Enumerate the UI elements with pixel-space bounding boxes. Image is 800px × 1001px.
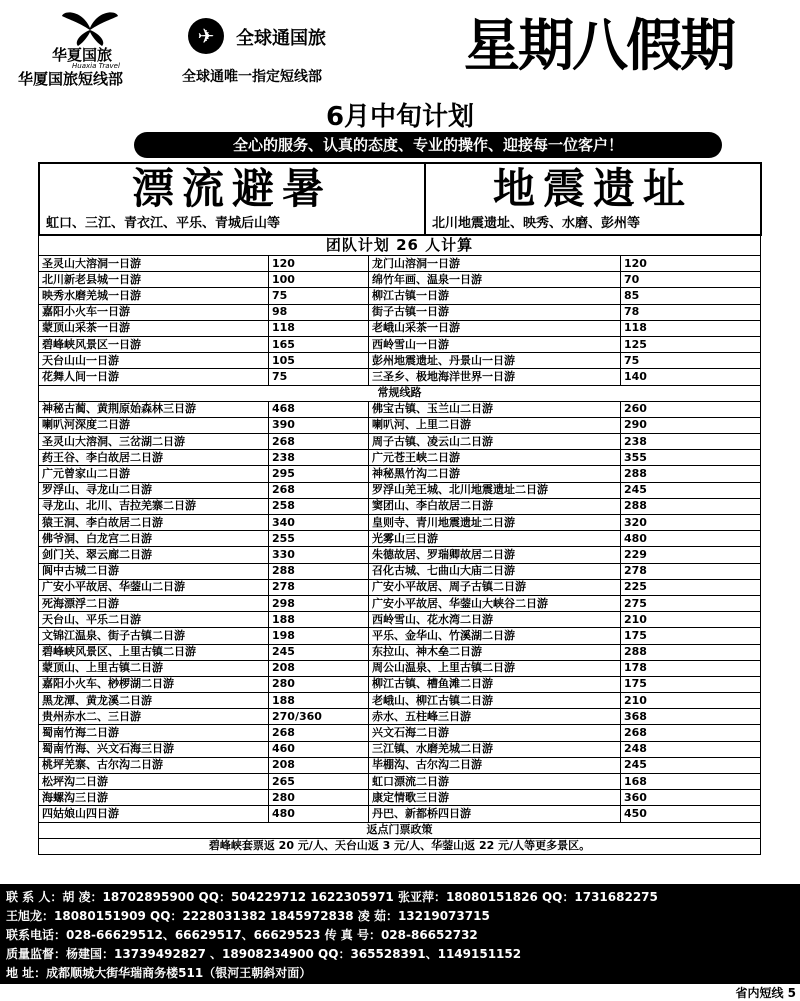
topics-box bbox=[38, 162, 762, 236]
tour-name: 三江镇、水磨羌城二日游 bbox=[369, 741, 621, 757]
tour-price: 255 bbox=[269, 531, 369, 547]
table-row bbox=[39, 369, 761, 385]
table-row bbox=[39, 579, 761, 595]
tour-price: 368 bbox=[621, 709, 761, 725]
tour-name: 广元苍王峡二日游 bbox=[369, 450, 621, 466]
tour-name: 西岭雪山一日游 bbox=[369, 336, 621, 352]
tour-price: 225 bbox=[621, 579, 761, 595]
table-row bbox=[39, 450, 761, 466]
page-title: 星期八假期 bbox=[464, 14, 734, 79]
tour-price: 98 bbox=[269, 304, 369, 320]
tour-name: 罗浮山、寻龙山二日游 bbox=[39, 482, 269, 498]
table-row bbox=[39, 709, 761, 725]
tour-name: 蜀南竹海、兴文石海三日游 bbox=[39, 741, 269, 757]
tour-name: 兴文石海二日游 bbox=[369, 725, 621, 741]
table-row bbox=[39, 482, 761, 498]
table-row bbox=[39, 336, 761, 352]
topic-rafting-title: 漂流避暑 bbox=[131, 164, 332, 213]
section-ticket-policy: 返点门票政策 bbox=[39, 822, 761, 838]
tour-name: 寻龙山、北川、吉拉羌寨二日游 bbox=[39, 498, 269, 514]
tour-name: 贵州赤水二、三日游 bbox=[39, 709, 269, 725]
tour-price-table bbox=[38, 234, 761, 855]
header bbox=[0, 0, 800, 92]
tour-price: 165 bbox=[269, 336, 369, 352]
quanqiutong-logo bbox=[188, 18, 388, 58]
tour-name: 西岭雪山、花水湾二日游 bbox=[369, 612, 621, 628]
brand2-name: 全球通国旅 bbox=[236, 28, 326, 49]
tour-price: 210 bbox=[621, 693, 761, 709]
tour-price: 208 bbox=[269, 757, 369, 773]
tour-name: 四姑娘山四日游 bbox=[39, 806, 269, 822]
tour-name: 花舞人间一日游 bbox=[39, 369, 269, 385]
tour-name: 天台山山一日游 bbox=[39, 353, 269, 369]
tour-name: 文锦江温泉、街子古镇二日游 bbox=[39, 628, 269, 644]
plane-icon: ✈ bbox=[188, 18, 224, 54]
tour-name: 映秀水磨羌城一日游 bbox=[39, 288, 269, 304]
table-row bbox=[39, 644, 761, 660]
brand1-caption: 华厦国旅短线部 bbox=[18, 70, 124, 88]
tour-price: 288 bbox=[621, 498, 761, 514]
tour-name: 北川新老县城一日游 bbox=[39, 272, 269, 288]
table-row bbox=[39, 806, 761, 822]
tour-name: 黑龙潭、黄龙溪二日游 bbox=[39, 693, 269, 709]
tour-name: 阆中古城二日游 bbox=[39, 563, 269, 579]
tour-price: 260 bbox=[621, 401, 761, 417]
tour-price: 120 bbox=[269, 256, 369, 272]
tour-price: 280 bbox=[269, 790, 369, 806]
tour-price: 460 bbox=[269, 741, 369, 757]
tour-price: 355 bbox=[621, 450, 761, 466]
ticket-policy-note: 碧峰峡套票返 20 元/人、天台山返 3 元/人、华蓥山返 22 元/人等更多景区。 bbox=[39, 838, 761, 854]
tour-price: 468 bbox=[269, 401, 369, 417]
tour-price: 208 bbox=[269, 660, 369, 676]
topic-rafting-sub: 虹口、三江、青衣江、平乐、青城后山等 bbox=[46, 216, 281, 231]
brand1-en: Huaxia Travel bbox=[72, 62, 120, 70]
tour-name: 广安小平故居、华蓥山大峡谷二日游 bbox=[369, 595, 621, 611]
tour-name: 死海漂浮二日游 bbox=[39, 595, 269, 611]
table-row bbox=[39, 547, 761, 563]
tour-name: 街子古镇一日游 bbox=[369, 304, 621, 320]
tour-name: 平乐、金华山、竹溪湖二日游 bbox=[369, 628, 621, 644]
table-row bbox=[39, 676, 761, 692]
tour-name: 蒙顶山采茶一日游 bbox=[39, 320, 269, 336]
table-row bbox=[39, 466, 761, 482]
tour-price: 118 bbox=[621, 320, 761, 336]
table-row bbox=[39, 434, 761, 450]
tour-price: 288 bbox=[621, 644, 761, 660]
tour-price: 175 bbox=[621, 676, 761, 692]
tour-name: 桃坪羌寨、古尔沟二日游 bbox=[39, 757, 269, 773]
tour-name: 碧峰峡风景区一日游 bbox=[39, 336, 269, 352]
tour-price: 288 bbox=[269, 563, 369, 579]
tour-price: 175 bbox=[621, 628, 761, 644]
tour-price: 268 bbox=[621, 725, 761, 741]
tour-price: 120 bbox=[621, 256, 761, 272]
tour-price: 295 bbox=[269, 466, 369, 482]
slogan-banner: 全心的服务、认真的态度、专业的操作、迎接每一位客户！ bbox=[134, 132, 722, 158]
tour-name: 药王谷、李白故居二日游 bbox=[39, 450, 269, 466]
tour-price: 125 bbox=[621, 336, 761, 352]
tour-price: 178 bbox=[621, 660, 761, 676]
table-row bbox=[39, 563, 761, 579]
butterfly-icon bbox=[60, 8, 120, 48]
table-header: 团队计划 26 人计算 bbox=[39, 235, 761, 256]
tour-price: 248 bbox=[621, 741, 761, 757]
tour-price: 168 bbox=[621, 774, 761, 790]
tour-name: 碧峰峡风景区、上里古镇二日游 bbox=[39, 644, 269, 660]
tour-name: 赤水、五柱峰三日游 bbox=[369, 709, 621, 725]
contact-line-3: 联系电话：028-66629512、66629517、66629523 传 真 号：028-86652732 bbox=[6, 928, 478, 942]
table-row bbox=[39, 531, 761, 547]
table-row bbox=[39, 401, 761, 417]
plan-subtitle: 6月中旬计划 bbox=[325, 102, 475, 132]
ticket-policy-note-row bbox=[39, 838, 761, 854]
tour-price: 280 bbox=[269, 676, 369, 692]
tour-name: 柳江古镇一日游 bbox=[369, 288, 621, 304]
section-regular-routes: 常规线路 bbox=[39, 385, 761, 401]
contact-line-1: 联 系 人：胡 凌：18702895900 QQ：504229712 1622305971 张亚萍：18080151826 QQ：1731682275 bbox=[6, 890, 658, 904]
tour-price: 390 bbox=[269, 417, 369, 433]
topic-earthquake bbox=[426, 164, 760, 234]
topic-rafting bbox=[40, 164, 426, 234]
tour-name: 周子古镇、凌云山二日游 bbox=[369, 434, 621, 450]
table-row bbox=[39, 256, 761, 272]
table-row bbox=[39, 774, 761, 790]
tour-name: 松坪沟二日游 bbox=[39, 774, 269, 790]
tour-name: 虹口漂流二日游 bbox=[369, 774, 621, 790]
tour-name: 嘉阳小火车、桫椤湖二日游 bbox=[39, 676, 269, 692]
tour-name: 康定情歌三日游 bbox=[369, 790, 621, 806]
tour-price: 78 bbox=[621, 304, 761, 320]
tour-price: 268 bbox=[269, 482, 369, 498]
contact-line-2: 王旭龙：18080151909 QQ：2228031382 1845972838 凌 茹：13219073715 bbox=[6, 909, 490, 923]
tour-name: 彭州地震遗址、丹景山一日游 bbox=[369, 353, 621, 369]
tour-name: 老峨山采茶一日游 bbox=[369, 320, 621, 336]
tour-name: 毕棚沟、古尔沟二日游 bbox=[369, 757, 621, 773]
section-regular-routes-row bbox=[39, 385, 761, 401]
tour-name: 蒙顶山、上里古镇二日游 bbox=[39, 660, 269, 676]
tour-name: 神秘古蔺、黄荆原始森林三日游 bbox=[39, 401, 269, 417]
contact-block bbox=[0, 884, 800, 984]
tour-price: 238 bbox=[269, 450, 369, 466]
tour-price: 270/360 bbox=[269, 709, 369, 725]
tour-name: 猿王洞、李白故居二日游 bbox=[39, 515, 269, 531]
tour-name: 喇叭河深度二日游 bbox=[39, 417, 269, 433]
tour-name: 光雾山三日游 bbox=[369, 531, 621, 547]
tour-name: 龙门山溶洞一日游 bbox=[369, 256, 621, 272]
tour-price: 265 bbox=[269, 774, 369, 790]
table-row bbox=[39, 304, 761, 320]
contact-line-5: 地 址：成都顺城大街华瑞商务楼511（银河王朝斜对面） bbox=[6, 966, 312, 980]
tour-price: 100 bbox=[269, 272, 369, 288]
tour-name: 罗浮山羌王城、北川地震遗址二日游 bbox=[369, 482, 621, 498]
table-row bbox=[39, 272, 761, 288]
tour-price: 229 bbox=[621, 547, 761, 563]
tour-name: 广元曾家山二日游 bbox=[39, 466, 269, 482]
tour-price: 298 bbox=[269, 595, 369, 611]
tour-price: 75 bbox=[269, 288, 369, 304]
tour-price: 75 bbox=[269, 369, 369, 385]
tour-name: 广安小平故居、周子古镇二日游 bbox=[369, 579, 621, 595]
tour-name: 老峨山、柳江古镇二日游 bbox=[369, 693, 621, 709]
tour-price: 340 bbox=[269, 515, 369, 531]
tour-price: 480 bbox=[269, 806, 369, 822]
tour-name: 蜀南竹海二日游 bbox=[39, 725, 269, 741]
table-row bbox=[39, 320, 761, 336]
tour-name: 广安小平故居、华蓥山二日游 bbox=[39, 579, 269, 595]
tour-name: 窦团山、李白故居二日游 bbox=[369, 498, 621, 514]
tour-price: 188 bbox=[269, 612, 369, 628]
tour-name: 绵竹年画、温泉一日游 bbox=[369, 272, 621, 288]
tour-price: 275 bbox=[621, 595, 761, 611]
tour-name: 神秘黑竹沟二日游 bbox=[369, 466, 621, 482]
table-row bbox=[39, 595, 761, 611]
table-row bbox=[39, 660, 761, 676]
tour-name: 天台山、平乐二日游 bbox=[39, 612, 269, 628]
tour-price: 360 bbox=[621, 790, 761, 806]
table-row bbox=[39, 353, 761, 369]
tour-name: 召化古城、七曲山大庙二日游 bbox=[369, 563, 621, 579]
tour-price: 70 bbox=[621, 272, 761, 288]
tour-name: 皇则寺、青川地震遗址二日游 bbox=[369, 515, 621, 531]
table-row bbox=[39, 288, 761, 304]
tour-price: 245 bbox=[621, 482, 761, 498]
section-ticket-policy-row bbox=[39, 822, 761, 838]
tour-price: 210 bbox=[621, 612, 761, 628]
topic-earthquake-sub: 北川地震遗址、映秀、水磨、彭州等 bbox=[432, 216, 641, 231]
tour-name: 佛爷洞、白龙宫二日游 bbox=[39, 531, 269, 547]
tour-price: 238 bbox=[621, 434, 761, 450]
topic-earthquake-title: 地震遗址 bbox=[492, 164, 693, 213]
tour-price: 278 bbox=[269, 579, 369, 595]
tour-price: 320 bbox=[621, 515, 761, 531]
tour-name: 朱德故居、罗瑞卿故居二日游 bbox=[369, 547, 621, 563]
table-row bbox=[39, 757, 761, 773]
tour-price: 140 bbox=[621, 369, 761, 385]
tour-name: 三圣乡、极地海洋世界一日游 bbox=[369, 369, 621, 385]
tour-name: 东拉山、神木垒二日游 bbox=[369, 644, 621, 660]
tour-price: 450 bbox=[621, 806, 761, 822]
tour-price: 75 bbox=[621, 353, 761, 369]
tour-price: 268 bbox=[269, 725, 369, 741]
tour-price: 258 bbox=[269, 498, 369, 514]
table-row bbox=[39, 417, 761, 433]
table-row bbox=[39, 693, 761, 709]
tour-price: 268 bbox=[269, 434, 369, 450]
tour-price: 85 bbox=[621, 288, 761, 304]
table-row bbox=[39, 515, 761, 531]
table-row bbox=[39, 628, 761, 644]
tour-price: 105 bbox=[269, 353, 369, 369]
brand1-name: 华夏国旅 bbox=[52, 46, 113, 64]
page-footer: 省内短线 5 bbox=[735, 986, 796, 1000]
tour-price: 330 bbox=[269, 547, 369, 563]
tour-name: 圣灵山大溶洞、三岔湖二日游 bbox=[39, 434, 269, 450]
tour-price: 188 bbox=[269, 693, 369, 709]
tour-name: 海螺沟三日游 bbox=[39, 790, 269, 806]
tour-price: 198 bbox=[269, 628, 369, 644]
table-row bbox=[39, 612, 761, 628]
tour-price: 118 bbox=[269, 320, 369, 336]
tour-name: 柳江古镇、槽鱼滩二日游 bbox=[369, 676, 621, 692]
tour-price: 245 bbox=[269, 644, 369, 660]
table-row bbox=[39, 498, 761, 514]
tour-name: 圣灵山大溶洞一日游 bbox=[39, 256, 269, 272]
tour-price: 278 bbox=[621, 563, 761, 579]
table-row bbox=[39, 725, 761, 741]
tour-name: 丹巴、新都桥四日游 bbox=[369, 806, 621, 822]
tour-price: 480 bbox=[621, 531, 761, 547]
tour-name: 喇叭河、上里二日游 bbox=[369, 417, 621, 433]
tour-name: 嘉阳小火车一日游 bbox=[39, 304, 269, 320]
contact-line-4: 质量监督：杨建国：13739492827 、18908234900 QQ：365528391、1149151152 bbox=[6, 947, 522, 961]
tour-name: 剑门关、翠云廊二日游 bbox=[39, 547, 269, 563]
tour-name: 周公山温泉、上里古镇二日游 bbox=[369, 660, 621, 676]
table-row bbox=[39, 741, 761, 757]
tour-name: 佛宝古镇、玉兰山二日游 bbox=[369, 401, 621, 417]
tour-price: 290 bbox=[621, 417, 761, 433]
tour-price: 288 bbox=[621, 466, 761, 482]
brand2-caption: 全球通唯一指定短线部 bbox=[182, 69, 322, 85]
tour-price: 245 bbox=[621, 757, 761, 773]
table-row bbox=[39, 790, 761, 806]
